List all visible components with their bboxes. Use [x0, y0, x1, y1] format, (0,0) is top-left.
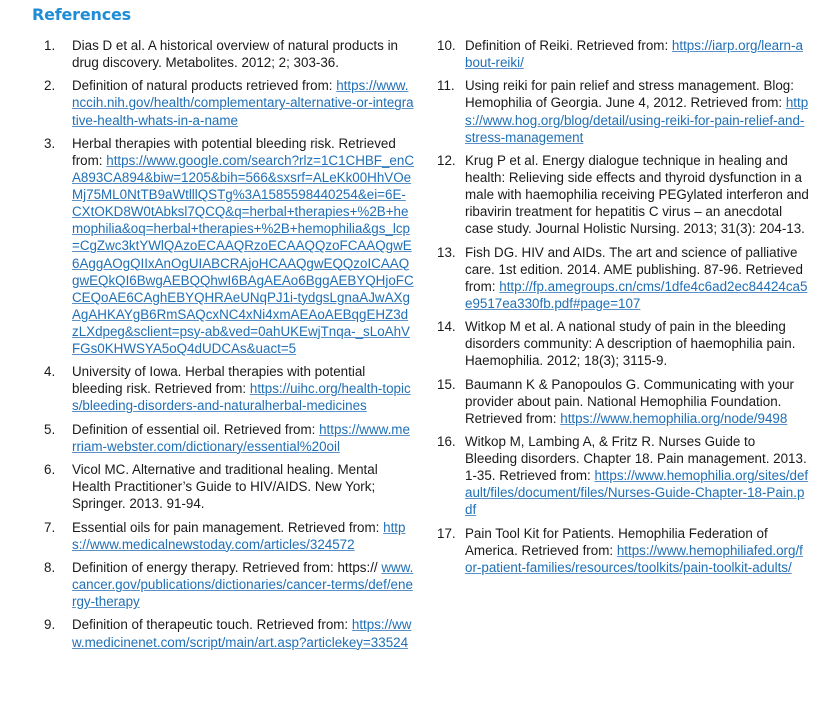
- reference-body: [465, 318, 809, 369]
- reference-number: 13.: [437, 244, 456, 260]
- reference-item: [44, 135, 414, 357]
- reference-link[interactable]: https://www.hemophilia.org/node/9498: [560, 410, 788, 426]
- reference-body: [465, 37, 809, 71]
- references-list-right: [437, 37, 809, 582]
- reference-body: [72, 37, 414, 71]
- reference-item: [44, 519, 414, 553]
- reference-number: 8.: [44, 559, 56, 575]
- reference-link[interactable]: https://www.google.com/search?rlz=1C1CHBF_enCA893CA894&biw=1205&bih=566&sxsrf=ALeKk00HhVOeMj75ML0NtTB9aWtlllQSTg%3A1585598440254&ei=6E-CXtOKD8W0tAbksl7QCQ&q=herbal+therapies+%2B+hemophilia&oq=herbal+therapies+%2B+hemophilia&gs_lcp=CgZwc3ktYWlQAzoECAAQRzoECAAQQzoFCAAQgwE6AggAOgQIIxAnOgUIABCRAjoHCAAQgwEQQzoICAAQgwEQkQI6BwgAEBQQhwI6BAgAEAo6BggAEBYQHjoFCCEQoAE6CAghEBYQHRAeUNqPJ1i-tydgsLgnaAJwAXgAgAHKAYgB6RmSAQcxNC4xNi4xmAEAoAEBqgEHZ3dzLXdpeg&sclient=psy-ab&ved=0ahUKEwjTnqa-_sLoAhVFGs0KHWSYA5oQ4dUDCAs&uact=5: [72, 152, 414, 356]
- reference-body: [465, 433, 809, 518]
- reference-body: [72, 461, 414, 512]
- reference-body: [465, 244, 809, 312]
- reference-link[interactable]: https://iarp.org/learn-about-reiki/: [465, 38, 803, 71]
- reference-item: [437, 376, 809, 427]
- reference-text: Baumann K & Panopoulos G. Communicating with your provider about pain. National Hemophilia Foundation. Retrieved from:: [465, 376, 794, 426]
- reference-number: 1.: [44, 38, 56, 53]
- reference-body: [72, 77, 414, 128]
- reference-body: [465, 525, 809, 576]
- reference-body: [465, 376, 809, 427]
- reference-item: [437, 244, 809, 312]
- reference-link[interactable]: http://fp.amegroups.cn/cms/1dfe4c6ad2ec84424ca5e9517ea330fb.pdf#page=107: [465, 278, 808, 311]
- reference-item: [44, 37, 414, 71]
- reference-item: [44, 616, 414, 650]
- reference-number: 15.: [437, 376, 456, 392]
- reference-body: [72, 559, 414, 610]
- reference-number: 16.: [437, 434, 456, 450]
- reference-number: 2.: [44, 78, 56, 94]
- reference-number: 14.: [437, 319, 456, 335]
- reference-number: 10.: [437, 38, 456, 53]
- reference-link[interactable]: https://www.medicalnewstoday.com/articles/324572: [72, 519, 406, 552]
- reference-text: Vicol MC. Alternative and traditional healing. Mental Health Practitioner’s Guide to HIV/AIDS. New York; Springer. 2013. 91-94.: [72, 462, 378, 512]
- reference-text: Witkop M et al. A national study of pain in the bleeding disorders community: A description of haemophilia pain. Haemophilia. 2012; 18(3); 3115-9.: [465, 319, 796, 369]
- reference-text: Definition of Reiki. Retrieved from:: [465, 38, 669, 53]
- reference-link[interactable]: https://www.hemophilia.org/sites/default/files/document/files/Nurses-Guide-Chapter-18-Pain.pdf: [465, 468, 809, 518]
- reference-body: [465, 77, 809, 145]
- reference-item: [437, 152, 809, 237]
- references-list-left: [44, 37, 414, 657]
- reference-text: Definition of essential oil. Retrieved from:: [72, 421, 316, 437]
- reference-text: Dias D et al. A historical overview of natural products in drug discovery. Metabolites. 2012; 2; 303-36.: [72, 38, 398, 71]
- reference-text: Essential oils for pain management. Retrieved from:: [72, 519, 380, 535]
- reference-item: [437, 37, 809, 71]
- reference-text: Witkop M, Lambing A, & Fritz R. Nurses Guide to Bleeding disorders. Chapter 18. Pain management. 2013. 1-35. Retrieved from:: [465, 434, 807, 484]
- reference-item: [437, 77, 809, 145]
- reference-text: Using reiki for pain relief and stress management. Blog: Hemophilia of Georgia. June 4, 2012. Retrieved from:: [465, 78, 794, 111]
- reference-item: [437, 525, 809, 576]
- reference-text: Pain Tool Kit for Patients. Hemophilia Federation of America. Retrieved from:: [465, 525, 768, 558]
- reference-item: [437, 318, 809, 369]
- reference-body: [72, 616, 414, 650]
- references-heading: References: [32, 5, 131, 24]
- reference-link[interactable]: https://www.merriam-webster.com/dictionary/essential%20oil: [72, 421, 410, 454]
- reference-link[interactable]: https://www.nccih.nih.gov/health/complementary-alternative-or-integrative-health-whats-in-a-name: [72, 78, 414, 128]
- reference-item: [44, 559, 414, 610]
- reference-number: 4.: [44, 364, 56, 380]
- reference-text: Definition of natural products retrieved from:: [72, 78, 333, 94]
- reference-number: 5.: [44, 421, 56, 437]
- reference-number: 6.: [44, 462, 56, 478]
- reference-link[interactable]: https://www.medicinenet.com/script/main/art.asp?articlekey=33524: [72, 617, 412, 650]
- reference-text: Herbal therapies with potential bleeding risk. Retrieved from:: [72, 135, 396, 168]
- reference-number: 11.: [437, 78, 455, 94]
- reference-body: [72, 519, 414, 553]
- reference-item: [44, 461, 414, 512]
- reference-number: 17.: [437, 525, 456, 541]
- reference-text: Krug P et al. Energy dialogue technique in healing and health: Relieving side effects and thyroid dysfunction in a male with haemophilia receiving PEGylated interferon and ribavirin treatment for hepatitis C virus – an anecdotal case study. Journal Holistic Nursing. 2013; 31(3): 204-13.: [465, 152, 809, 237]
- reference-item: [44, 77, 414, 128]
- reference-number: 9.: [44, 617, 56, 633]
- reference-text: Definition of energy therapy. Retrieved from: https://: [72, 559, 378, 575]
- reference-text: Fish DG. HIV and AIDs. The art and science of palliative care. 1st edition. 2014. AME publishing. 87-96. Retrieved from:: [465, 244, 803, 294]
- reference-number: 12.: [437, 152, 456, 168]
- reference-body: [72, 421, 414, 455]
- reference-link[interactable]: https://www.hog.org/blog/detail/using-reiki-for-pain-relief-and-stress-management: [465, 95, 809, 145]
- reference-link[interactable]: www.cancer.gov/publications/dictionaries/cancer-terms/def/energy-therapy: [72, 559, 414, 610]
- reference-item: [437, 433, 809, 518]
- reference-body: [72, 363, 414, 414]
- reference-body: [72, 135, 414, 357]
- reference-link[interactable]: https://www.hemophiliafed.org/for-patient-families/resources/toolkits/pain-toolkit-adults/: [465, 542, 803, 575]
- reference-link[interactable]: https://uihc.org/health-topics/bleeding-disorders-and-naturalherbal-medicines: [72, 381, 411, 414]
- reference-text: University of Iowa. Herbal therapies with potential bleeding risk. Retrieved from:: [72, 364, 366, 397]
- reference-number: 3.: [44, 135, 56, 151]
- reference-text: Definition of therapeutic touch. Retrieved from:: [72, 617, 349, 633]
- reference-number: 7.: [44, 519, 56, 535]
- reference-item: [44, 363, 414, 414]
- reference-item: [44, 421, 414, 455]
- reference-body: [465, 152, 809, 237]
